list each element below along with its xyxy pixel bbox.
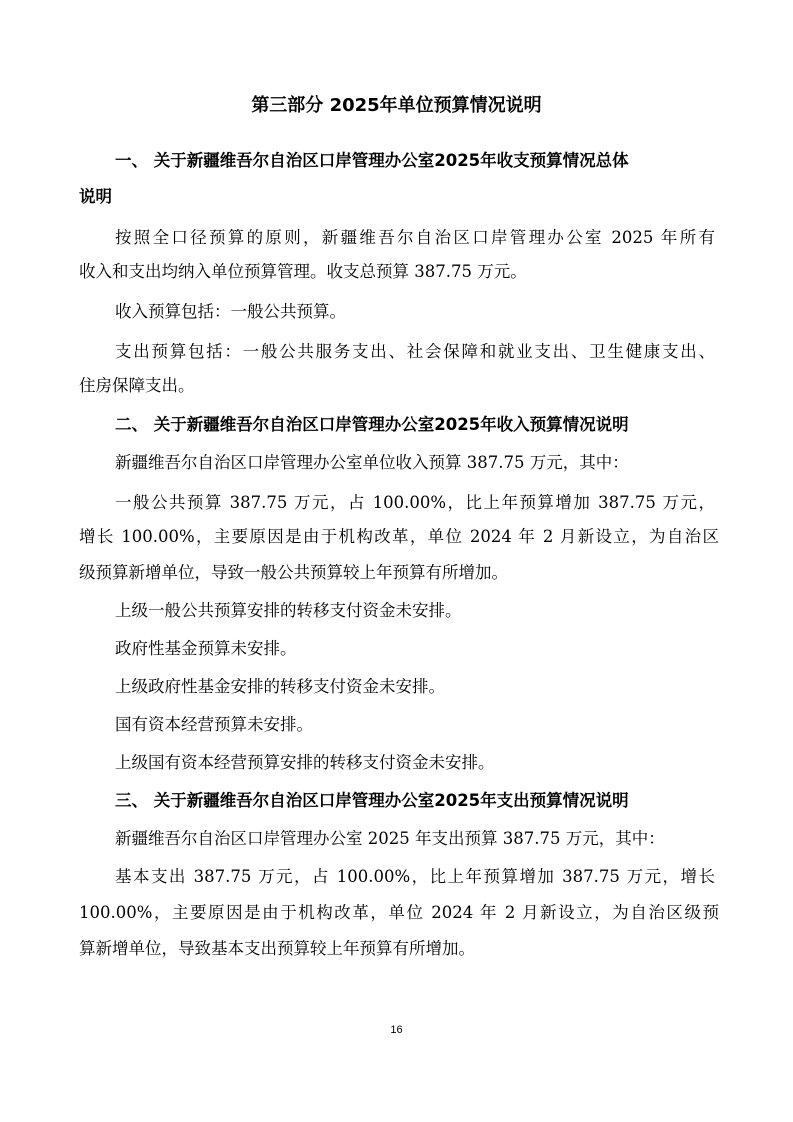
paragraph-line: 级预算新增单位，导致一般公共预算较上年预算有所增加。 <box>79 563 508 582</box>
paragraph-line: 一般公共预算 387.75 万元，占 100.00%，比上年预算增加 387.75 万元， <box>115 493 715 512</box>
paragraph-line: 住房保障支出。 <box>79 376 195 395</box>
page-number: 16 <box>390 1024 403 1036</box>
paragraph-line: 上级国有资本经营预算安排的转移支付资金未安排。 <box>115 753 495 772</box>
section-3-heading: 三、 关于新疆维吾尔自治区口岸管理办公室2025年支出预算情况说明 <box>115 791 629 810</box>
paragraph-line: 新疆维吾尔自治区口岸管理办公室 2025 年支出预算 387.75 万元，其中： <box>115 829 665 848</box>
paragraph-line: 收入预算包括：一般公共预算。 <box>115 302 346 321</box>
paragraph-line: 新疆维吾尔自治区口岸管理办公室单位收入预算 387.75 万元，其中： <box>115 453 629 472</box>
paragraph-line: 政府性基金预算未安排。 <box>115 639 297 658</box>
paragraph-line: 算新增单位，导致基本支出预算较上年预算有所增加。 <box>79 939 475 958</box>
paragraph-line: 增长 100.00%，主要原因是由于机构改革，单位 2024 年 2 月新设立，为自治区 <box>79 527 719 546</box>
paragraph-line: 国有资本经营预算未安排。 <box>115 715 313 734</box>
section-1-heading-continued: 说明 <box>79 187 112 206</box>
paragraph-line: 上级政府性基金安排的转移支付资金未安排。 <box>115 677 445 696</box>
paragraph-line: 支出预算包括：一般公共服务支出、社会保障和就业支出、卫生健康支出、 <box>115 342 715 361</box>
paragraph-line: 按照全口径预算的原则，新疆维吾尔自治区口岸管理办公室 2025 年所有 <box>115 228 715 247</box>
paragraph-line: 收入和支出均纳入单位预算管理。收支总预算 387.75 万元。 <box>79 262 527 281</box>
section-1-heading: 一、 关于新疆维吾尔自治区口岸管理办公室2025年收支预算情况总体 <box>115 151 629 170</box>
page-title: 第三部分 2025年单位预算情况说明 <box>251 95 542 116</box>
section-2-heading: 二、 关于新疆维吾尔自治区口岸管理办公室2025年收入预算情况说明 <box>115 415 629 434</box>
paragraph-line: 上级一般公共预算安排的转移支付资金未安排。 <box>115 601 462 620</box>
paragraph-line: 100.00%，主要原因是由于机构改革，单位 2024 年 2 月新设立，为自治区级预 <box>79 903 719 922</box>
paragraph-line: 基本支出 387.75 万元，占 100.00%，比上年预算增加 387.75 万元，增长 <box>115 867 715 886</box>
